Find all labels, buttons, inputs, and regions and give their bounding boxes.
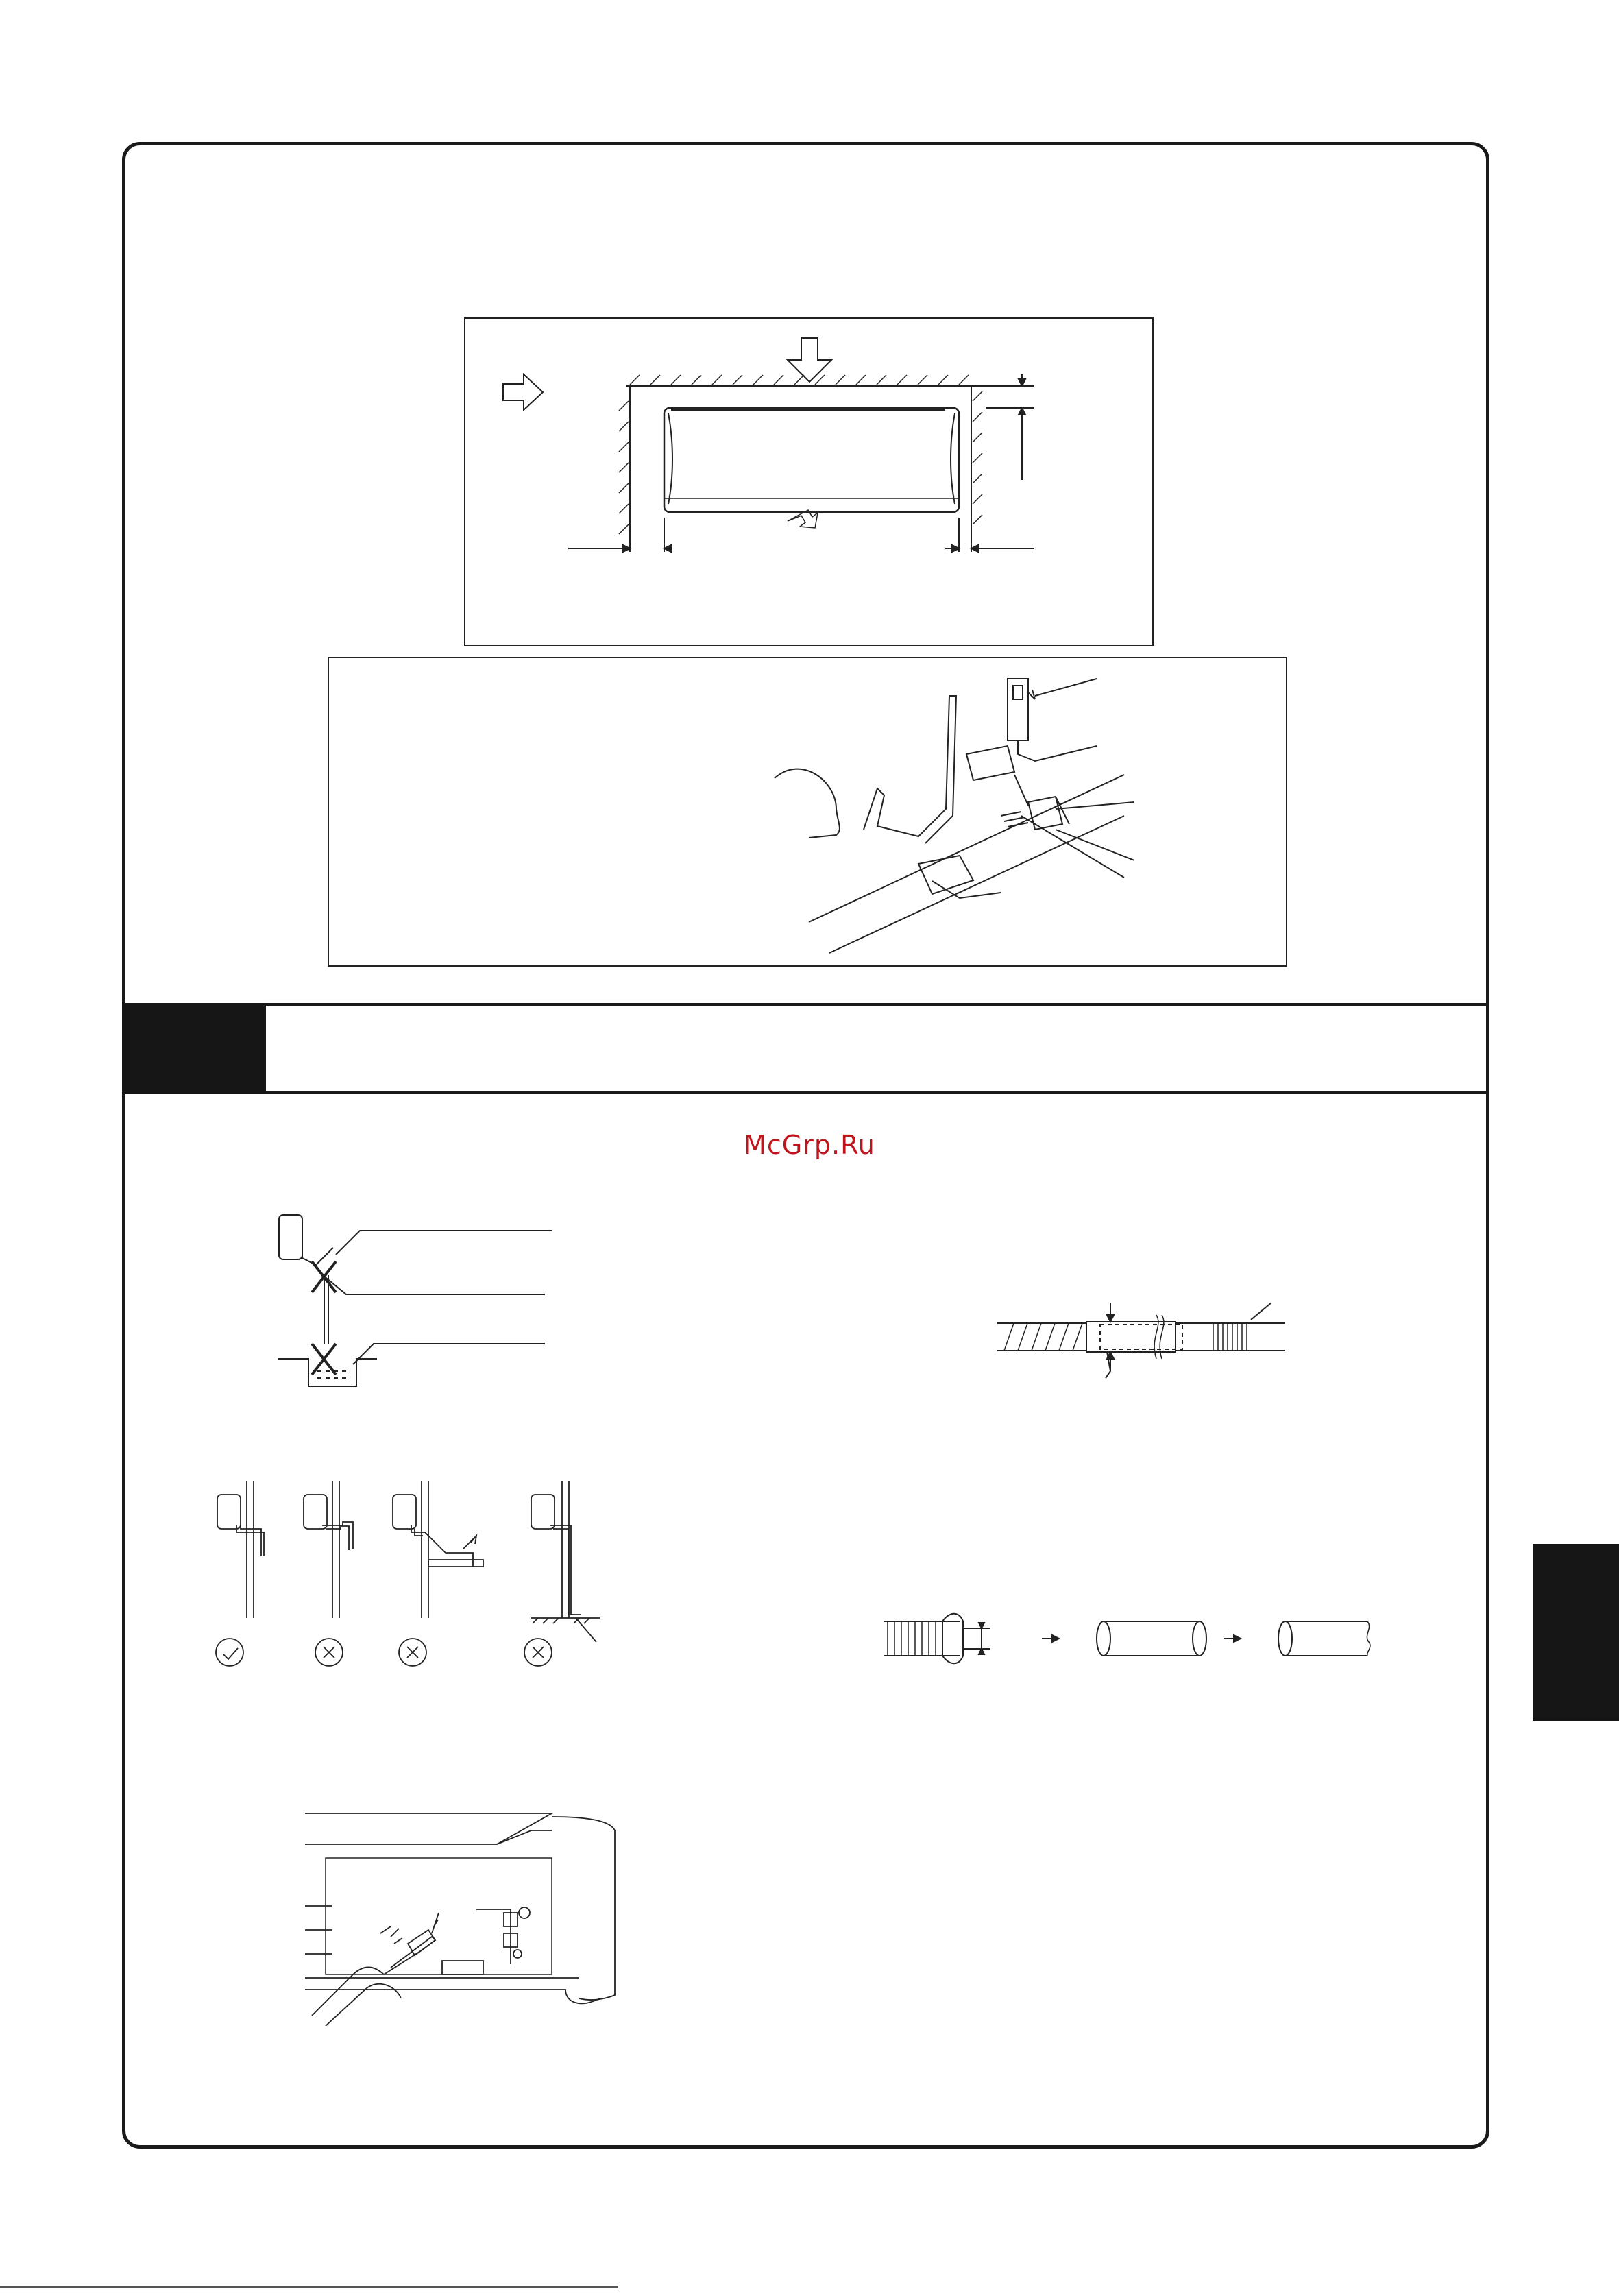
footer-rule — [0, 2286, 618, 2288]
cross-icon — [533, 1647, 544, 1658]
adapter-pipe — [1097, 1621, 1206, 1656]
routing-status-icons — [216, 1639, 552, 1666]
installation-clearance-diagram — [464, 317, 1154, 646]
section-header-bar — [122, 1003, 1489, 1094]
drain-hose-extension-diagram — [997, 1275, 1285, 1371]
drain-hose-routing-examples — [195, 1474, 634, 1680]
routing-example-bad-1 — [304, 1481, 353, 1618]
chapter-side-tab — [1533, 1544, 1619, 1721]
cross-icon — [407, 1647, 418, 1658]
mounting-plate-hook-diagram — [328, 657, 1287, 967]
routing-example-bad-2 — [393, 1481, 483, 1618]
drain-hose-trap-diagram — [271, 1207, 572, 1412]
cross-icon — [324, 1647, 334, 1658]
section-number-tab — [122, 1003, 266, 1094]
hook-drawing — [329, 658, 1289, 968]
watermark: McGrp.Ru — [744, 1130, 875, 1160]
routing-example-bad-3 — [531, 1481, 600, 1642]
drain-hose-adapter-sequence — [877, 1608, 1385, 1669]
corrugated-hose-end — [884, 1614, 990, 1664]
clearance-drawing — [465, 319, 1155, 648]
routing-example-correct — [217, 1481, 264, 1618]
check-icon — [223, 1648, 238, 1659]
drain-pan-water-test-diagram — [305, 1803, 620, 2029]
rigid-pipe — [1278, 1621, 1370, 1656]
hollow-arrow-icon — [503, 374, 543, 410]
